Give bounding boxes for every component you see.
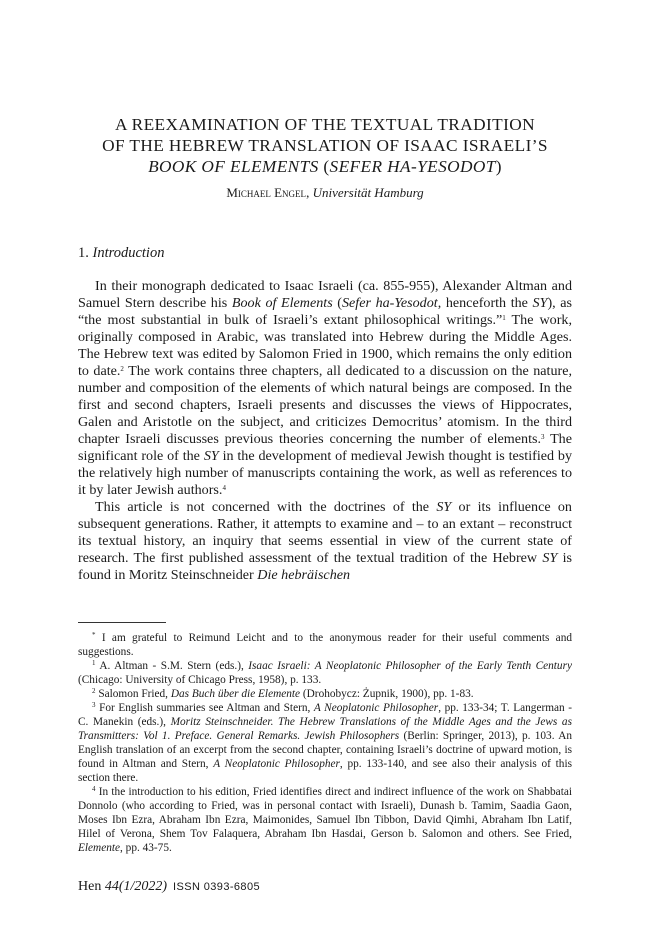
page-footer [78,879,260,895]
footnote-3: $^3$ For English summaries see Altman and Stern, A Neoplatonic Philosopher, pp. 133-34; T. Langerman - C. Manekin (eds.), Moritz Steinschneider. The Hebrew Translations of the Middle Ages and the Jews as Transmitters: Vol 1. Preface. General Remarks. Jewish Philosophers (Berlin: Springer, 2013), p. 103. An English translation of an excerpt from the second chapter, containing Israeli’s doctrine of upward motion, is found in Altman and Stern, A Neoplatonic Philosopher, pp. 133-140, and see also their analysis of this section there. [78,701,573,784]
author-affiliation: Universität Hamburg [312,185,424,200]
journal-issn: ISSN 0393-6805 [173,881,260,893]
section-heading [78,245,164,262]
footnote-star: * I am grateful to Reimund Leicht and to the anonymous reader for their useful comments and suggestions. [78,631,572,658]
journal-volume: 44(1/2022) [104,879,168,894]
footnotes [78,631,572,855]
footnote-divider [78,622,166,623]
footnote-4: $^4$ In the introduction to his edition, Fried identifies direct and indirect influence of the work on Shabbatai Donnolo (who according to Fried, was in personal contact with Israeli), Dunash b. Tamim, Saadia Gaon, Moses Ibn Ezra, Abraham Ibn Ezra, Maimonides, Samuel Ibn Tibbon, David Qimhi, Abraham Ibn Latif, Hilel of Verona, Shem Tov Falaquera, Abraham Ibn Hasdai, Gerson b. Salomon and others. See Fried, Elemente, pp. 43-75. [78,785,572,854]
title-line-1: A REEXAMINATION OF THE TEXTUAL TRADITION [115,115,535,134]
footnote-ref-4: 4 [222,484,226,492]
title-line-2: OF THE HEBREW TRANSLATION OF ISAAC ISRAELI’S [102,136,548,155]
footnote-2: $^2$ Salomon Fried, Das Buch über die Elemente (Drohobycz: Żupnik, 1900), pp. 1-83. [92,687,474,700]
article-title [40,114,610,177]
title-book-name: BOOK OF ELEMENTS [148,157,319,176]
footnote-ref-3: 3 [541,433,545,441]
author-line: Michael Engel, Universität Hamburg [226,185,424,200]
paragraph-2: This article is not concerned with the doctrines of the SY or its influence on subsequent generations. Rather, it attempts to examine and – to an extant – reconstruct its textual history, an inquiry that seems essential in view of the current state of research. The first published assessment of the textual tradition of the Hebrew SY is found in Moritz Steinschneider Die hebräischen [78,499,572,583]
footnote-1: $^1$ A. Altman - S.M. Stern (eds.), Isaac Israeli: A Neoplatonic Philosopher of the Early Tenth Century (Chicago: University of Chicago Press, 1958), p. 133. [78,659,572,686]
journal-name: Hen [78,879,105,894]
body-text [78,278,572,584]
title-line-3: BOOK OF ELEMENTS (SEFER HA-YESODOT) [148,157,502,176]
footnote-ref-1: 1 [502,314,506,322]
section-number: 1. [78,245,93,261]
section-title: Introduction [92,245,165,261]
author-name: Michael Engel [226,185,307,200]
footnote-ref-2: 2 [120,365,124,373]
title-hebrew-name: SEFER HA-YESODOT [329,157,496,176]
paragraph-1: In their monograph dedicated to Isaac Israeli (ca. 855-955), Alexander Altman and Samuel Stern describe his Book of Elements (Sefer ha-Yesodot, henceforth the SY), as “the most substantial in bulk of Israeli’s extant philosophical writings.”$^1$ The work, originally composed in Arabic, was translated into Hebrew during the Middle Ages. The Hebrew text was edited by Salomon Fried in 1900, which remains the only edition to date.$^2$ The work contains three chapters, all dedicated to a discussion on the nature, number and composition of the elements of which natural beings are composed. In the first and second chapters, Israeli presents and discusses the views of Hippocrates, Galen and Aristotle on the subject, and criticizes Democritus’ atomism. In the third chapter Israeli discusses previous theories concerning the number of elements.$^3$ The significant role of the SY in the development of medieval Jewish thought is testified by the relatively high number of manuscripts containing the work, as well as references to it by later Jewish authors.$^4$ [78,278,573,498]
